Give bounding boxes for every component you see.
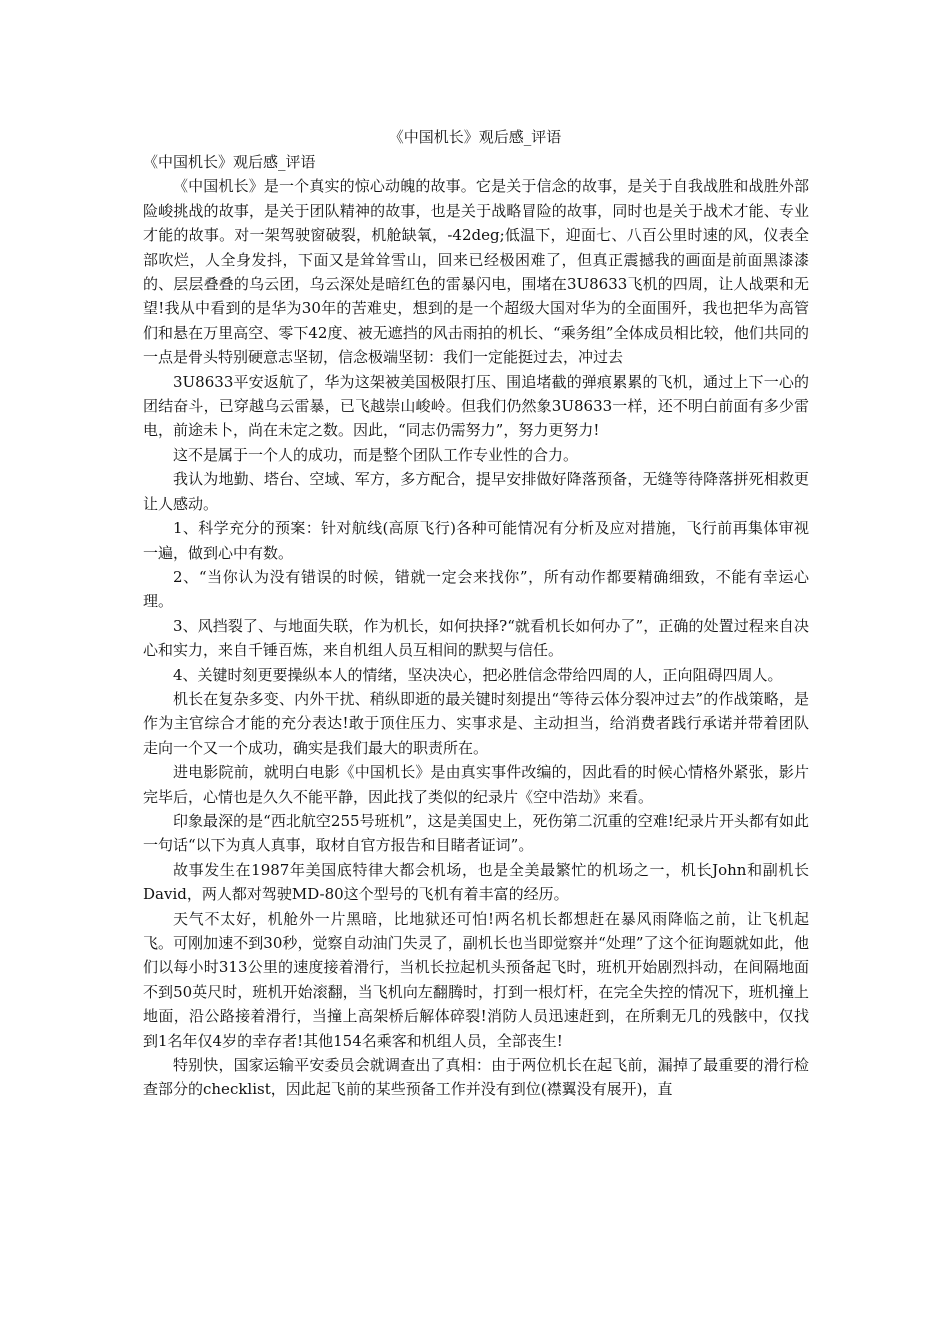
paragraph-6: 2、“当你认为没有错误的时候，错就一定会来找你”，所有动作都要精确细致，不能有幸运心理。 [143,567,809,611]
paragraph-2: 3U8633平安返航了，华为这架被美国极限打压、围追堵截的弹痕累累的飞机，通过上下一心的团结奋斗，已穿越乌云雷暴，已飞越崇山峻岭。但我们仍然象3U8633一样，还不明白前面有多少雷电，前途未卜，尚在未定之数。因此，“同志仍需努力”，努力更努力! [143,372,809,440]
paragraph-13: 天气不太好，机舱外一片黑暗，比地狱还可怕!两名机长都想赶在暴风雨降临之前，让飞机起飞。可刚加速不到30秒，觉察自动油门失灵了，副机长也当即觉察并“处理”了这个征询题就如此，他们以每小时313公里的速度接着滑行，当机长拉起机头预备起飞时，班机开始剧烈抖动，在间隔地面不到50英尺时，班机开始滚翻，当飞机向左翻腾时，打到一根灯杆，在完全失控的情况下，班机撞上地面，沿公路接着滑行，当撞上高架桥后解体碎裂!消防人员迅速赶到，在所剩无几的残骸中，仅找到1名年仅4岁的幸存者!其他154名乘客和机组人员，全部丧生! [143,909,809,1050]
paragraph-3: 这不是属于一个人的成功，而是整个团队工作专业性的合力。 [173,445,579,464]
paragraph-12: 故事发生在1987年美国底特律大都会机场，也是全美最繁忙的机场之一，机长John和副机长David，两人都对驾驶MD-80这个型号的飞机有着丰富的经历。 [143,860,809,904]
paragraph-7: 3、风挡裂了、与地面失联，作为机长，如何抉择?“就看机长如何办了”，正确的处置过程来自决心和实力，来自千锤百炼，来自机组人员互相间的默契与信任。 [143,616,809,660]
paragraph-14: 特别快，国家运输平安委员会就调查出了真相：由于两位机长在起飞前，漏掉了最重要的滑行检查部分的checklist，因此起飞前的某些预备工作并没有到位(襟翼没有展开)，直 [143,1056,809,1099]
paragraph-1: 《中国机长》是一个真实的惊心动魄的故事。它是关于信念的故事，是关于自我战胜和战胜外部险峻挑战的故事，是关于团队精神的故事，也是关于战略冒险的故事，同时也是关于战术才能、专业才能的故事。对一架驾驶窗破裂，机舱缺氧，-42deg;低温下，迎面七、八百公里时速的风，仪表全部吹烂，人全身发抖，下面又是耸耸雪山，回来已经极困难了，但真正震撼我的画面是前面黑漆漆的、层层叠叠的乌云团，乌云深处是暗红色的雷暴闪电，围堵在3U8633飞机的四周，让人战栗和无望!我从中看到的是华为30年的苦难史，想到的是一个超级大国对华为的全面围歼，我也把华为高管们和悬在万里高空、零下42度、被无遮挡的风击雨拍的机长、“乘务组”全体成员相比较，他们共同的一点是骨头特别硬意志坚韧，信念极端坚韧：我们一定能挺过去，冲过去 [143,177,809,367]
document-title: 《中国机长》观后感_评语 [388,128,562,146]
paragraph-11: 印象最深的是“西北航空255号班机”，这是美国史上，死伤第二沉重的空难!纪录片开头都有如此一句话“以下为真人真事，取材自官方报告和目睹者证词”。 [143,811,809,855]
paragraph-9: 机长在复杂多变、内外干扰、稍纵即逝的最关键时刻提出“等待云体分裂冲过去”的作战策略，是作为主官综合才能的充分表达!敢于顶住压力、实事求是、主动担当，给消费者践行承诺并带着团队走向一个又一个成功，确实是我们最大的职责所在。 [143,689,809,757]
paragraph-10: 进电影院前，就明白电影《中国机长》是由真实事件改编的，因此看的时候心情格外紧张，影片完毕后，心情也是久久不能平静，因此找了类似的纪录片《空中浩劫》来看。 [143,763,809,806]
document-subtitle: 《中国机长》观后感_评语 [143,153,316,171]
paragraph-5: 1、科学充分的预案：针对航线(高原飞行)各种可能情况有分析及应对措施，飞行前再集体审视一遍，做到心中有数。 [143,519,809,562]
paragraph-8: 4、关键时刻更要操纵本人的情绪，坚决决心，把必胜信念带给四周的人，正向阻碍四周人。 [173,665,783,684]
paragraph-4: 我认为地勤、塔台、空域、军方，多方配合，提早安排做好降落预备，无缝等待降落拼死相救更让人感动。 [143,470,809,513]
document-body [143,150,809,1102]
